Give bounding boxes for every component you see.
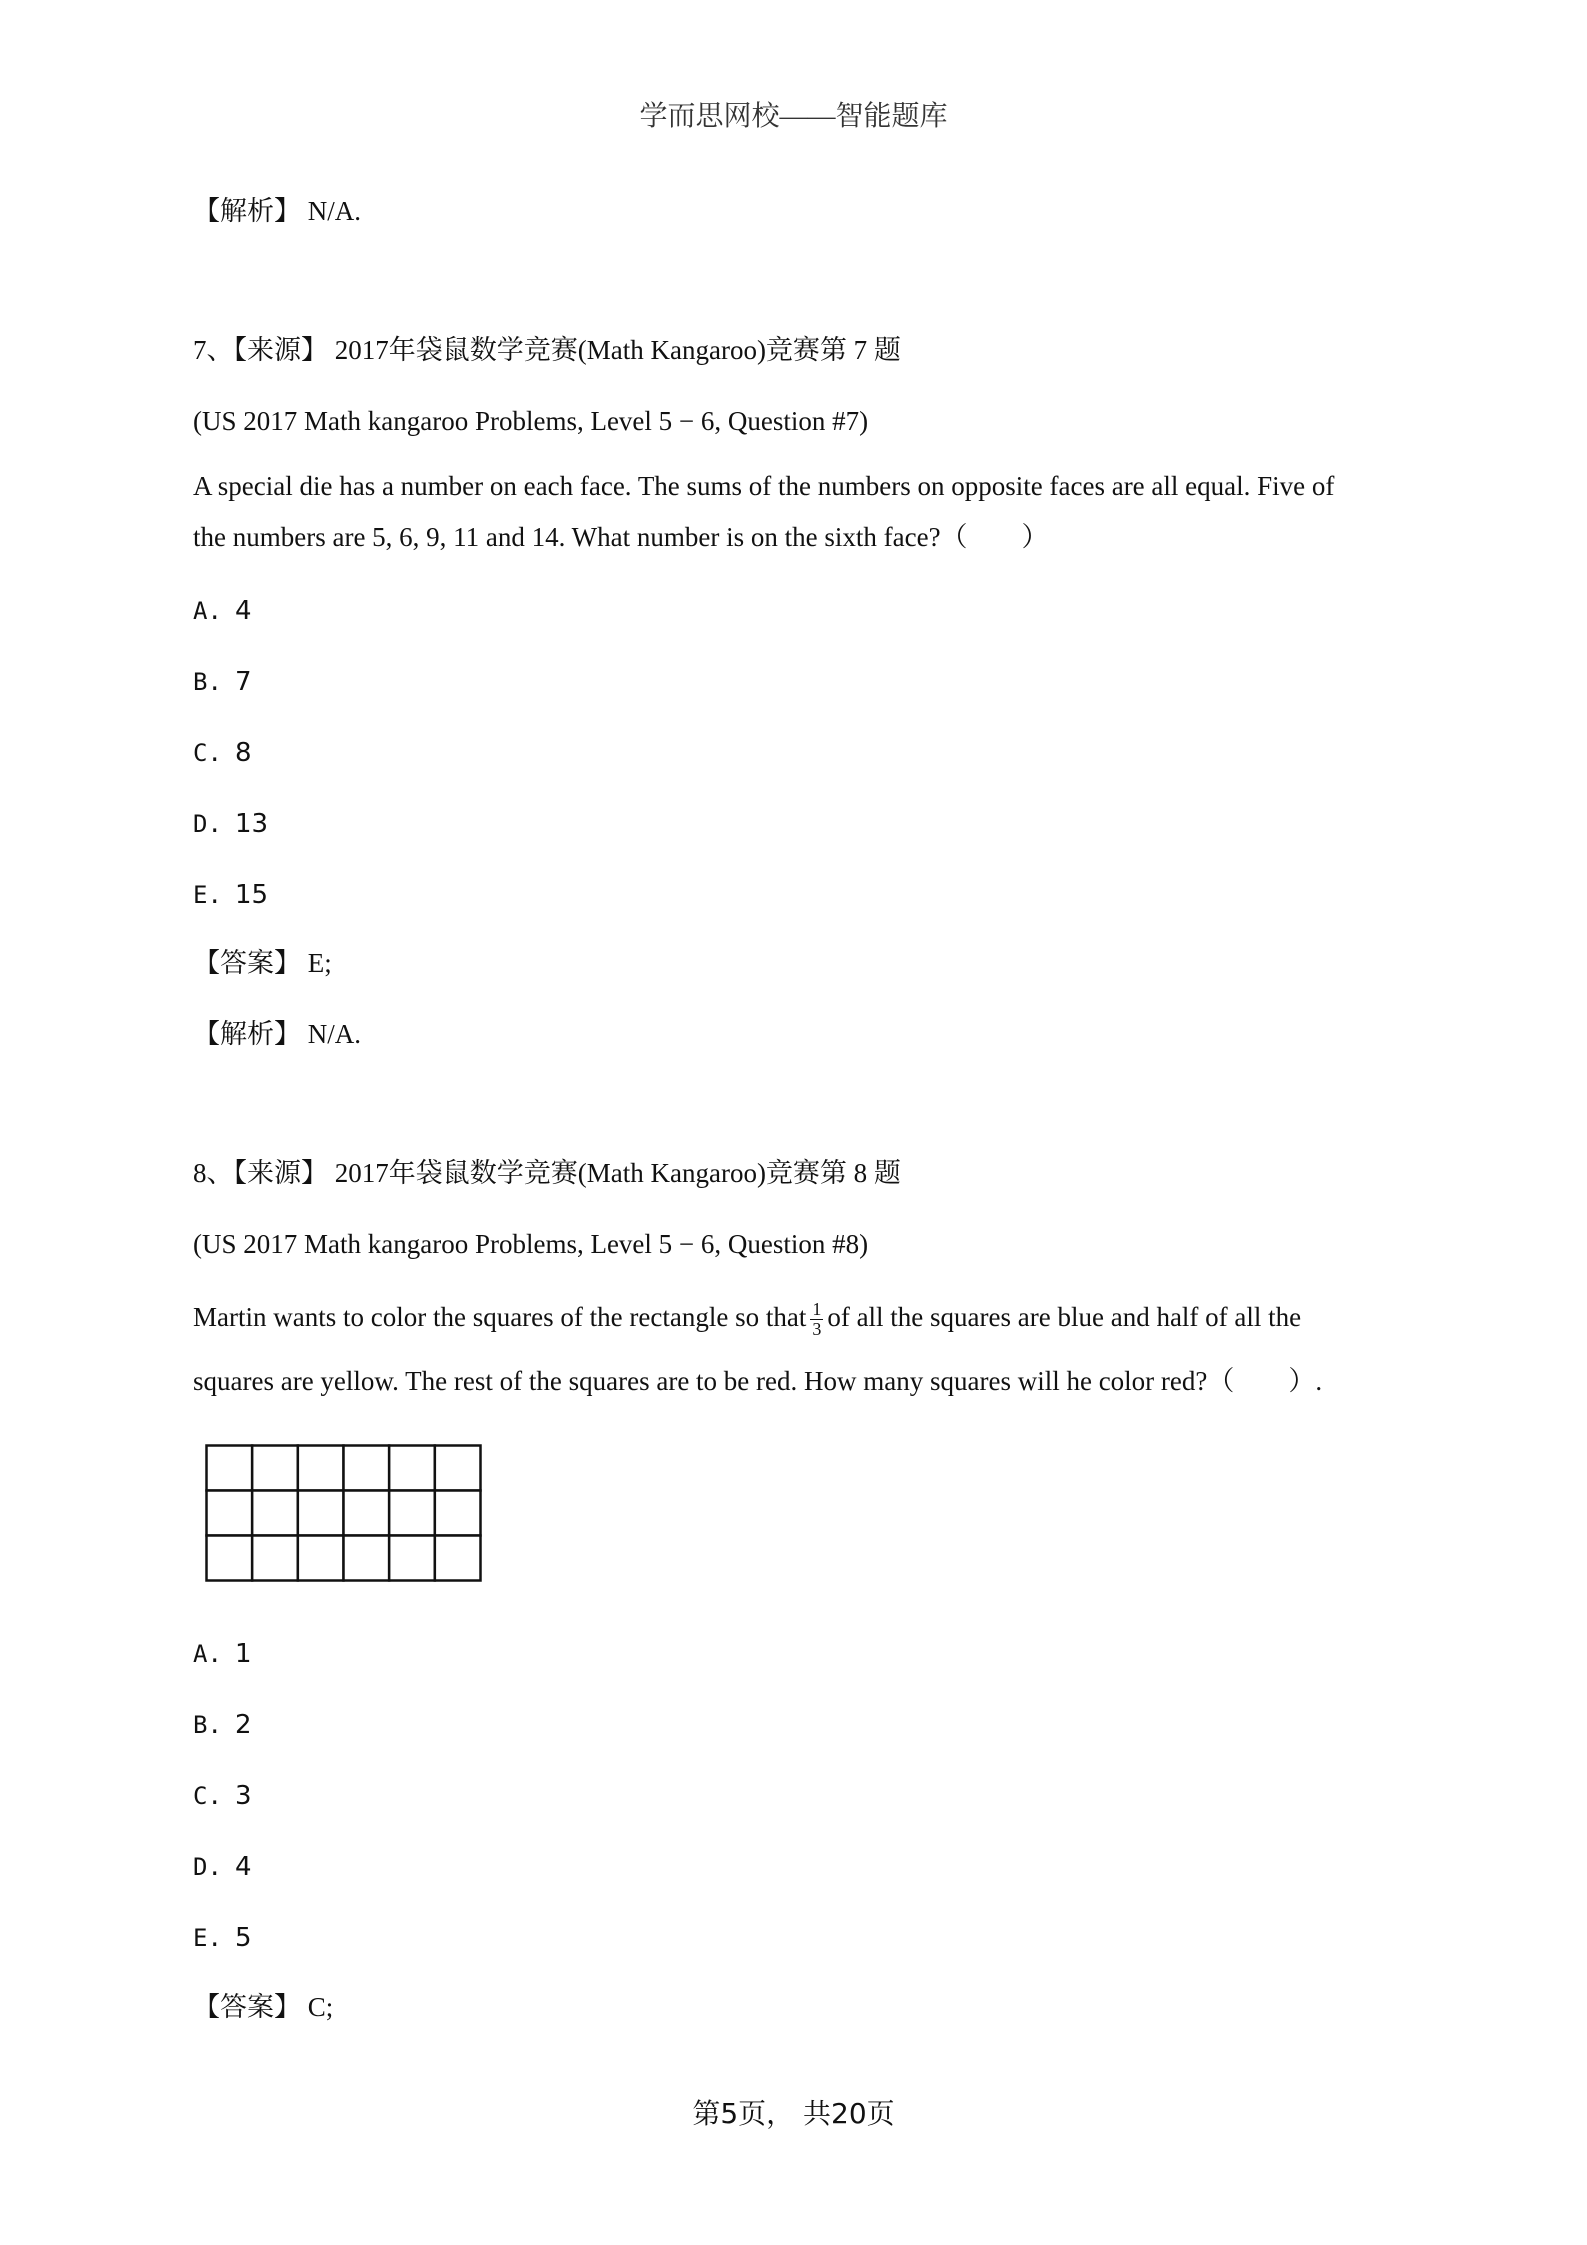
q7-subtitle: (US 2017 Math kangaroo Problems, Level 5 − 6, Question #7) <box>193 406 869 436</box>
q8-option-c <box>193 1778 252 1813</box>
q8-text-line2: squares are yellow. The rest of the squares are to be red. How many squares will he color red?（ ）. <box>193 1366 1323 1396</box>
option-letter: A. <box>193 1640 222 1668</box>
option-value: 2 <box>235 1710 252 1740</box>
q8-text-part2: of all the squares are blue and half of all the <box>827 1302 1302 1332</box>
grid-square <box>298 1536 344 1581</box>
grid-square <box>389 1491 435 1536</box>
option-value: 13 <box>235 809 269 839</box>
option-letter: E. <box>193 1924 222 1952</box>
grid-square <box>207 1491 253 1536</box>
fraction-one-third <box>810 1300 823 1339</box>
q8-text-part1: Martin wants to color the squares of the rectangle so that <box>193 1302 807 1332</box>
grid-square <box>207 1536 253 1581</box>
q8-text-line1 <box>193 1294 1301 1340</box>
q8-subtitle: (US 2017 Math kangaroo Problems, Level 5 − 6, Question #8) <box>193 1229 869 1259</box>
grid-square <box>252 1446 298 1491</box>
q8-option-b <box>193 1707 252 1742</box>
grid-square <box>344 1446 390 1491</box>
q7-answer: 【答案】 E; <box>193 948 332 978</box>
option-value: 5 <box>235 1923 252 1953</box>
grid-square <box>252 1491 298 1536</box>
grid-square <box>207 1446 253 1491</box>
q7-text-line1: A special die has a number on each face. The sums of the numbers on opposite faces are all equal. Five of <box>193 471 1335 501</box>
grid-square <box>344 1536 390 1581</box>
prev-analysis: 【解析】 N/A. <box>193 196 361 226</box>
page-header: 学而思网校——智能题库 <box>639 101 948 132</box>
option-letter: A. <box>193 597 222 625</box>
q7-text-line2: the numbers are 5, 6, 9, 11 and 14. What number is on the sixth face?（ ） <box>193 522 1049 552</box>
grid-square <box>344 1491 390 1536</box>
option-letter: E. <box>193 881 222 909</box>
option-value: 4 <box>235 1852 252 1882</box>
option-value: 3 <box>235 1781 252 1811</box>
option-value: 4 <box>235 596 252 626</box>
q8-option-d <box>193 1849 252 1884</box>
option-value: 8 <box>235 738 252 768</box>
option-letter: D. <box>193 810 222 838</box>
option-letter: B. <box>193 668 222 696</box>
q8-answer: 【答案】 C; <box>193 1992 334 2022</box>
option-value: 1 <box>235 1639 252 1669</box>
grid-square <box>298 1491 344 1536</box>
grid-square <box>435 1491 481 1536</box>
q7-option-d <box>193 806 268 841</box>
grid-square <box>252 1536 298 1581</box>
option-letter: C. <box>193 739 222 767</box>
option-value: 15 <box>235 880 269 910</box>
q7-option-a <box>193 593 252 628</box>
q7-option-c <box>193 735 252 770</box>
q8-option-a <box>193 1636 252 1671</box>
rectangle-grid-figure <box>205 1444 482 1582</box>
q7-option-e <box>193 877 268 912</box>
page-footer: 第5页， 共20页 <box>692 2097 895 2130</box>
option-letter: D. <box>193 1853 222 1881</box>
option-letter: C. <box>193 1782 222 1810</box>
fraction-numerator: 1 <box>812 1299 822 1320</box>
fraction-denominator: 3 <box>812 1319 822 1340</box>
option-value: 7 <box>235 667 252 697</box>
q8-source: 8、【来源】 2017年袋鼠数学竞赛(Math Kangaroo)竞赛第 8 题 <box>193 1158 901 1188</box>
grid-square <box>389 1446 435 1491</box>
q7-option-b <box>193 664 252 699</box>
q7-analysis: 【解析】 N/A. <box>193 1019 361 1049</box>
grid-square <box>389 1536 435 1581</box>
option-letter: B. <box>193 1711 222 1739</box>
grid-square <box>298 1446 344 1491</box>
q8-option-e <box>193 1920 252 1955</box>
grid-square <box>435 1446 481 1491</box>
grid-square <box>435 1536 481 1581</box>
q7-source: 7、【来源】 2017年袋鼠数学竞赛(Math Kangaroo)竞赛第 7 题 <box>193 335 901 365</box>
